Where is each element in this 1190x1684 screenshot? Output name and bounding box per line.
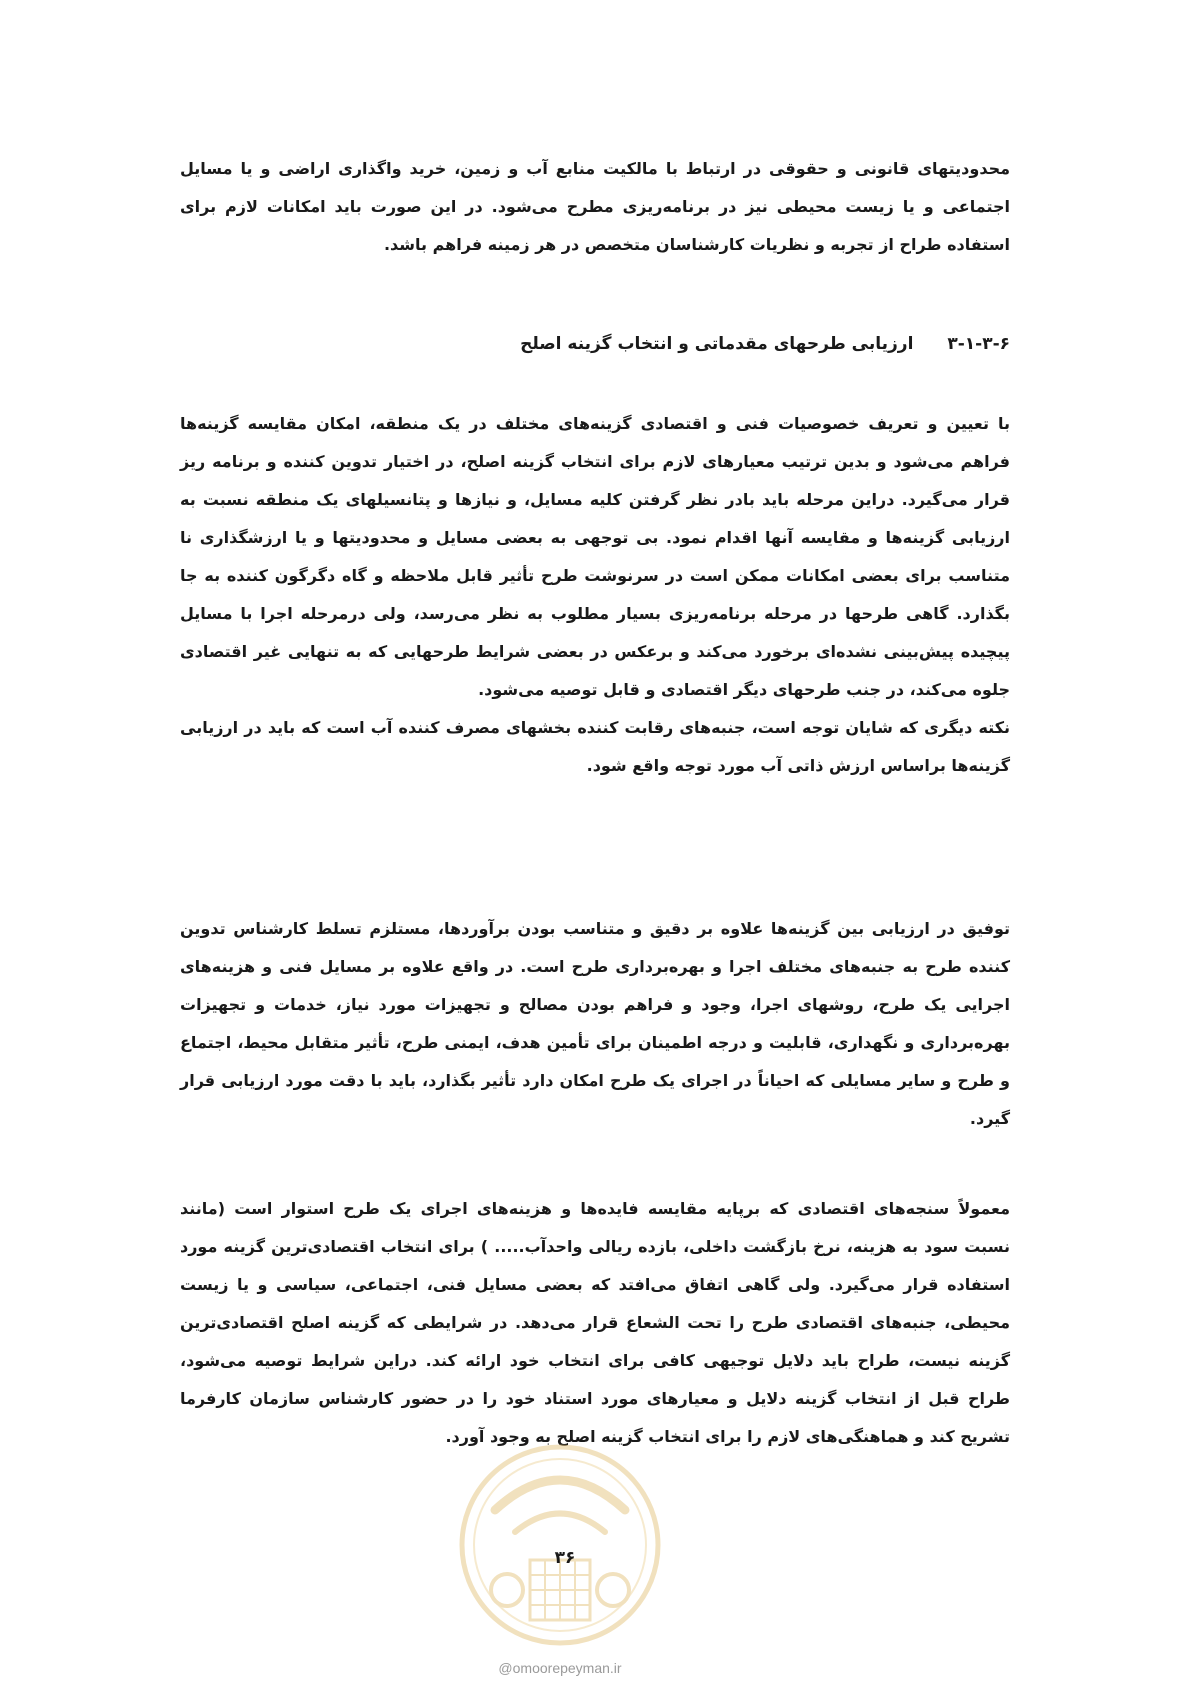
page-number: ۳۶	[554, 1548, 576, 1568]
paragraph-block-4	[180, 1190, 1010, 1456]
paragraph-competing-sectors: نکته دیگری که شایان توجه است، جنبه‌های رقابت کننده بخشهای مصرف کننده آب است که باید در ارزیابی گزینه‌ها براساس ارزش ذاتی آب مورد توجه واقع شود.	[180, 718, 1010, 775]
paragraph-block-1	[180, 150, 1010, 264]
paragraph-block-3	[180, 910, 1010, 1138]
paragraph-alternatives-comparison: با تعیین و تعریف خصوصیات فنی و اقتصادی گزینه‌های مختلف در یک منطقه، امکان مقایسه گزینه‌ها فراهم می‌شود و بدین ترتیب معیارهای لازم برای انتخاب گزینه اصلح، در اختیار تدوین کننده و برنامه ریز قرار می‌گیرد. دراین مرحله باید بادر نظر گرفتن کلیه مسایل، و نیازها و پتانسیلهای یک منطقه نسبت به ارزیابی گزینه‌ها و مقایسه آنها اقدام نمود. بی توجهی به بعضی مسایل و محدودیتها و یا ارزشگذاری نا متناسب برای بعضی امکانات ممکن است در سرنوشت طرح تأثیر قابل ملاحظه و گاه دگرگون کننده به جا بگذارد. گاهی طرحها در مرحله برنامه‌ریزی بسیار مطلوب به نظر می‌رسد، ولی درمرحله اجرا با مسایل پیچیده پیش‌بینی نشده‌ای برخورد می‌کند و برعکس در بعضی شرایط طرحهایی که به تنهایی غیر اقتصادی جلوه می‌کند، در جنب طرحهای دیگر اقتصادی و قابل توصیه می‌شود.	[180, 414, 1010, 699]
section-title: ارزیابی طرحهای مقدماتی و انتخاب گزینه اصلح	[520, 334, 914, 354]
paragraph-economic-measures: معمولاً سنجه‌های اقتصادی که برپایه مقایسه فایده‌ها و هزینه‌های اجرای یک طرح استوار است (مانند نسبت سود به هزینه، نرخ بازگشت داخلی، بازده ریالی واحدآب..... ) برای انتخاب اقتصادی‌ترین گزینه مورد استفاده قرار می‌گیرد. ولی گاهی اتفاق می‌افتد که بعضی مسایل فنی، اجتماعی، سیاسی و یا زیست محیطی، جنبه‌های اقتصادی طرح را تحت الشعاع قرار می‌دهد. در شرایطی که گزینه اصلح اقتصادی‌ترین گزینه نیست، طراح باید دلایل توجیهی کافی برای انتخاب خود ارائه کند. دراین شرایط توصیه می‌شود، طراح قبل از انتخاب گزینه دلایل و معیارهای مورد استناد خود را در حضور کارشناس سازمان کارفرما تشریح کند و هماهنگی‌های لازم را برای انتخاب گزینه اصلح به وجود آورد.	[180, 1199, 1010, 1446]
paragraph-evaluation-success: توفیق در ارزیابی بین گزینه‌ها علاوه بر دقیق و متناسب بودن برآوردها، مستلزم تسلط کارشناس تدوین کننده طرح به جنبه‌های مختلف اجرا و بهره‌برداری طرح است. در واقع علاوه بر مسایل فنی و هزینه‌های اجرایی یک طرح، روشهای اجرا، وجود و فراهم بودن مصالح و تجهیزات مورد نیاز، خدمات و تجهیزات بهره‌برداری و نگهداری، قابلیت و درجه اطمینان برای تأمین هدف، ایمنی طرح، تأثیر متقابل محیط، اجتماع و طرح و سایر مسایلی که احیاناً در اجرای یک طرح امکان دارد تأثیر بگذارد، باید با دقت مورد ارزیابی قرار گیرد.	[180, 919, 1010, 1128]
omoorepeyman-watermark-logo	[455, 1440, 665, 1650]
section-heading	[180, 330, 1010, 358]
paragraph-legal-constraints: محدودیتهای قانونی و حقوقی در ارتباط با مالکیت منابع آب و زمین، خرید واگذاری اراضی و یا مسایل اجتماعی و یا زیست محیطی نیز در برنامه‌ریزی مطرح می‌شود. در این صورت باید امکانات لازم برای استفاده طراح از تجربه و نظریات کارشناسان متخصص در هر زمینه فراهم باشد.	[180, 159, 1010, 254]
site-url-watermark: @omoorepeyman.ir	[498, 1660, 622, 1676]
section-number: ۳-۱-۳-۶	[947, 334, 1010, 354]
paragraph-block-2	[180, 405, 1010, 785]
